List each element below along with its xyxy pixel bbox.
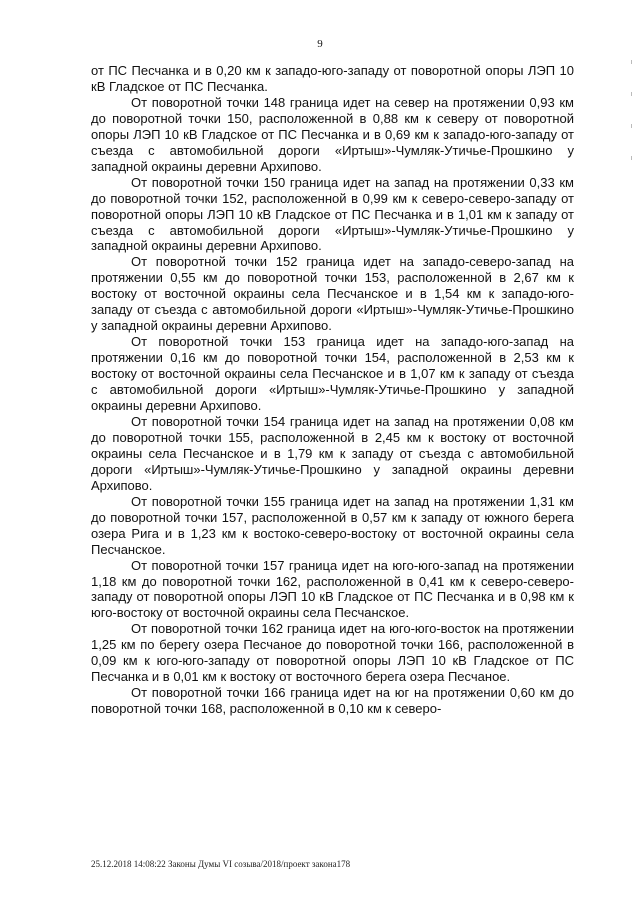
document-body: [91, 63, 574, 717]
paragraph: От поворотной точки 153 граница идет на западо-юго-запад на протяжении 0,16 км до поворотной точки 154, расположенной в 2,53 км к востоку от восточной окраины села Песчанское и в 1,07 км к западу от съезда с автомобильной дороги «Иртыш»-Чумляк-Утичье-Прошкино у западной окраины деревни Архипово.: [91, 334, 574, 414]
paragraph: От поворотной точки 162 граница идет на юго-юго-восток на протяжении 1,25 км по берегу озера Песчаное до поворотной точки 166, расположенной в 0,09 км к юго-юго-западу от поворотной опоры ЛЭП 10 кВ Гладское от ПС Песчанка и в 0,01 км к востоку от восточного берега озера Песчаное.: [91, 621, 574, 685]
page-number: 9: [317, 38, 323, 50]
paragraph: От поворотной точки 155 граница идет на запад на протяжении 1,31 км до поворотной точки 157, расположенной в 0,57 км к западу от южного берега озера Рига и в 1,23 км к востоко-северо-востоку от восточной окраины села Песчанское.: [91, 493, 574, 557]
document-footer: 25.12.2018 14:08:22 Законы Думы VI созыва/2018/проект закона178: [91, 859, 351, 869]
paragraph: От поворотной точки 157 граница идет на юго-юго-запад на протяжении 1,18 км до поворотной точки 162, расположенной в 0,41 км к северо-северо-западу от поворотной опоры ЛЭП 10 кВ Гладское от ПС Песчанка и в 0,98 км к юго-востоку от восточной окраины села Песчанское.: [91, 557, 574, 621]
paragraph: От поворотной точки 150 граница идет на запад на протяжении 0,33 км до поворотной точки 152, расположенной в 0,99 км к северо-северо-западу от поворотной опоры ЛЭП 10 кВ Гладское от ПС Песчанка и в 1,01 км к западу от съезда с автомобильной дороги «Иртыш»-Чумляк-Утичье-Прошкино у западной окраины деревни Архипово.: [91, 174, 574, 254]
paragraph: От поворотной точки 154 граница идет на запад на протяжении 0,08 км до поворотной точки 155, расположенной в 2,45 км к востоку от восточной окраины села Песчанское и в 1,79 км к западу от съезда с автомобильной дороги «Иртыш»-Чумляк-Утичье-Прошкино у западной окраины деревни Архипово.: [91, 413, 574, 493]
paragraph: От поворотной точки 166 граница идет на юг на протяжении 0,60 км до поворотной точки 168, расположенной в 0,10 км к северо-: [91, 685, 574, 717]
margin-marks: [628, 40, 638, 180]
paragraph: От поворотной точки 148 граница идет на север на протяжении 0,93 км до поворотной точки 150, расположенной в 0,88 км к северу от поворотной опоры ЛЭП 10 кВ Гладское от ПС Песчанка и в 0,69 км к западо-юго-западу от съезда с автомобильной дороги «Иртыш»-Чумляк-Утичье-Прошкино у западной окраины деревни Архипово.: [91, 94, 574, 174]
paragraph: От поворотной точки 152 граница идет на западо-северо-запад на протяжении 0,55 км до поворотной точки 153, расположенной в 2,67 км к востоку от восточной окраины села Песчанское и в 1,54 км к западо-юго-западу от съезда с автомобильной дороги «Иртыш»-Чумляк-Утичье-Прошкино у западной окраины деревни Архипово.: [91, 254, 574, 334]
paragraph: от ПС Песчанка и в 0,20 км к западо-юго-западу от поворотной опоры ЛЭП 10 кВ Гладское от ПС Песчанка.: [91, 63, 574, 94]
